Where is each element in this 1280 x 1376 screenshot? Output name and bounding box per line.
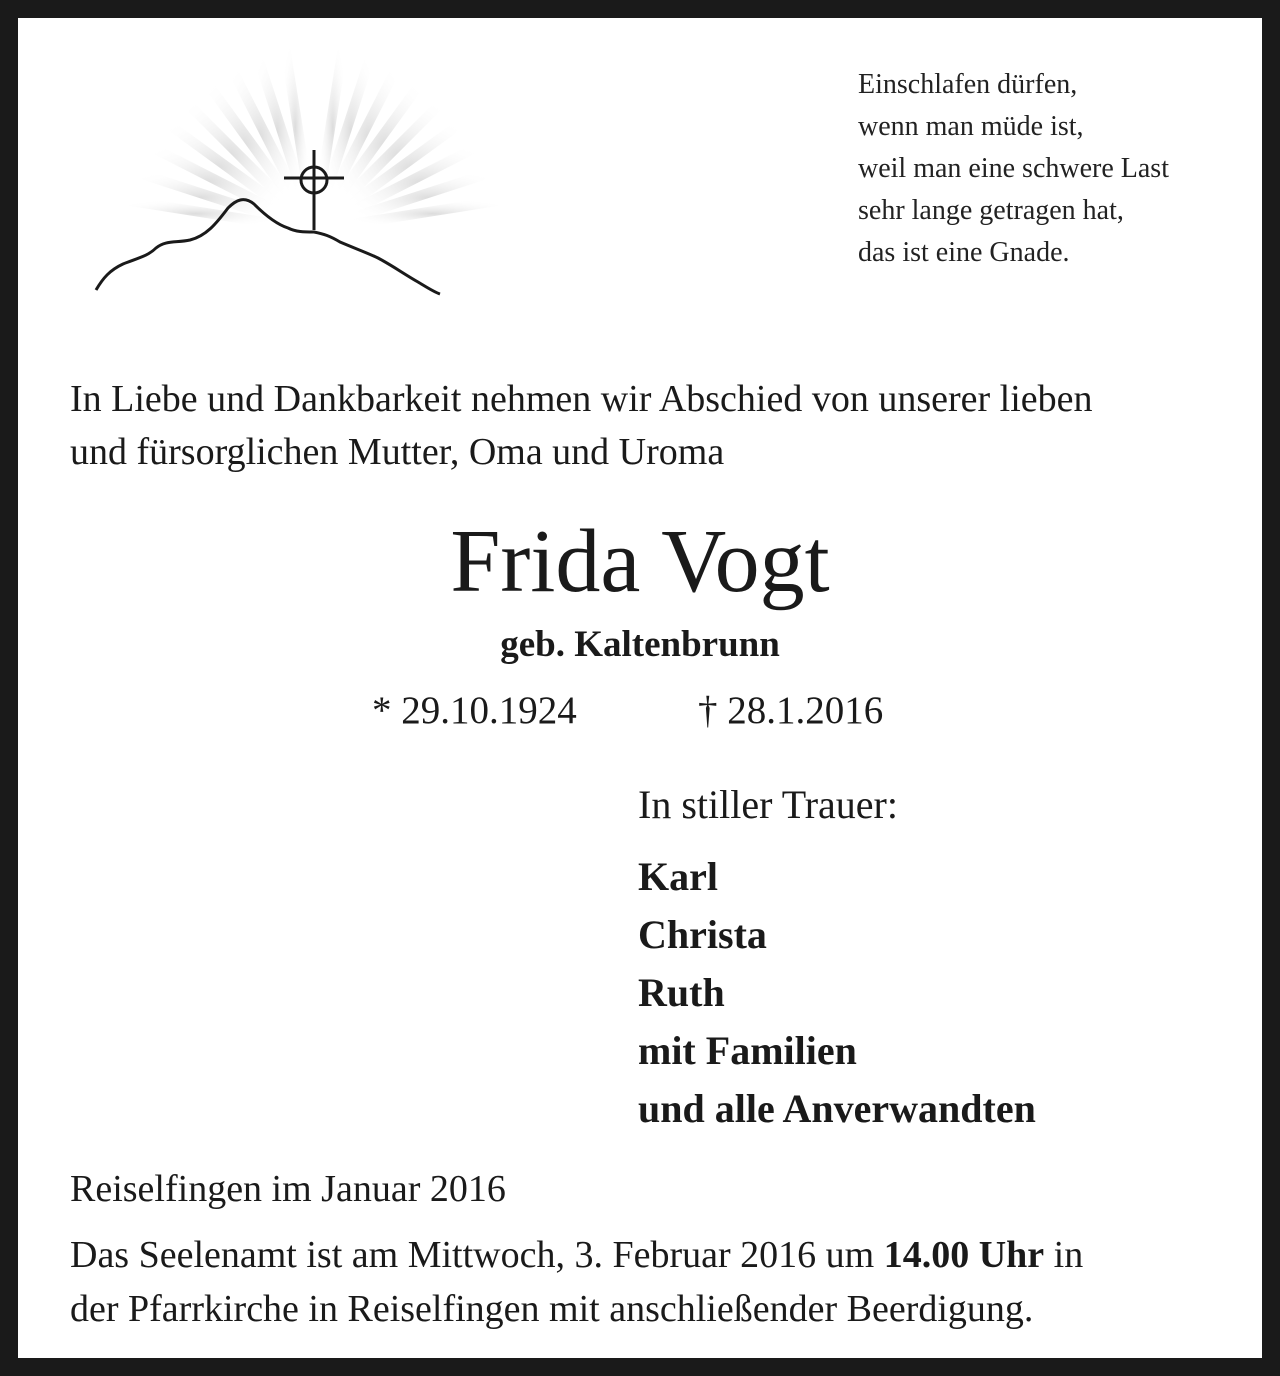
funeral-service-info (70, 1228, 1240, 1336)
birth-name: geb. Kaltenbrunn (500, 624, 780, 665)
poem-line: das ist eine Gnade. (858, 237, 1070, 268)
mourner-name: Christa (638, 912, 767, 957)
deceased-name: Frida Vogt (450, 512, 830, 611)
service-line-1 (70, 1228, 1240, 1282)
service-text-end: in (1044, 1234, 1084, 1276)
intro-text (70, 373, 1230, 479)
cross-on-hill-with-sunrays-icon (78, 18, 538, 318)
poem-line: weil man eine schwere Last (858, 153, 1169, 184)
death-date: † 28.1.2016 (698, 689, 884, 732)
mourner-name: mit Familien (638, 1028, 857, 1073)
mourning-heading: In stiller Trauer: (638, 782, 898, 827)
poem (858, 64, 1169, 274)
poem-line: wenn man müde ist, (858, 111, 1084, 142)
mourner-name: und alle Anverwandten (638, 1086, 1036, 1131)
mourner-name: Ruth (638, 970, 725, 1015)
service-line-2: der Pfarrkirche in Reiselfingen mit anschließender Beerdigung. (70, 1288, 1034, 1330)
mourner-list (638, 848, 1036, 1138)
service-time: 14.00 Uhr (883, 1234, 1045, 1276)
intro-line: In Liebe und Dankbarkeit nehmen wir Abschied von unserer lieben (70, 378, 1093, 420)
poem-line: sehr lange getragen hat, (858, 195, 1124, 226)
poem-line: Einschlafen dürfen, (858, 69, 1078, 100)
mourner-name: Karl (638, 854, 718, 899)
service-text: Das Seelenamt ist am Mittwoch, 3. Februar 2016 um (70, 1234, 884, 1276)
birth-date: * 29.10.1924 (372, 689, 577, 732)
place-and-date: Reiselfingen im Januar 2016 (70, 1168, 506, 1210)
obituary-notice (18, 18, 1262, 1358)
intro-line: und fürsorglichen Mutter, Oma und Uroma (70, 431, 725, 473)
